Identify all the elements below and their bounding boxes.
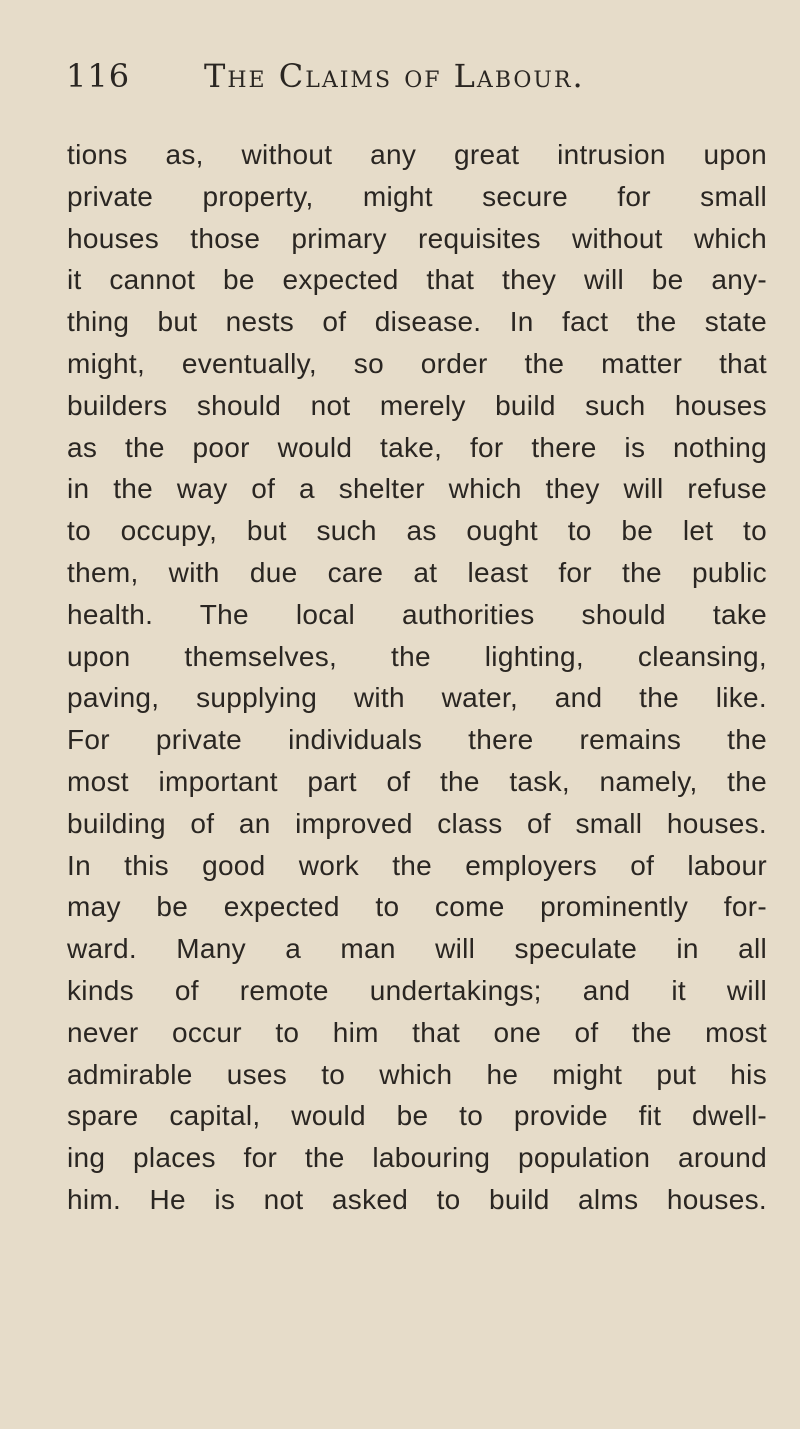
text-line: most important part of the task, namely, the — [67, 765, 767, 797]
text-line: tions as, without any great intrusion upon — [67, 139, 767, 170]
text-line: ing places for the labouring population around — [67, 1142, 767, 1174]
text-line: In this good work the employers of labour — [67, 849, 767, 881]
text-line: to occupy, but such as ought to be let to — [67, 515, 767, 547]
text-line: admirable uses to which he might put his — [67, 1058, 767, 1090]
text-line: spare capital, would be to provide fit dwell- — [67, 1100, 767, 1132]
text-line: health. The local authorities should take — [67, 598, 767, 630]
text-line: it cannot be expected that they will be any- — [67, 264, 767, 296]
body-text — [67, 134, 767, 1221]
text-line: kinds of remote undertakings; and it will — [67, 974, 767, 1006]
text-line: building of an improved class of small houses. — [67, 807, 767, 839]
text-line: private property, might secure for small — [67, 180, 767, 212]
text-line: builders should not merely build such houses — [67, 389, 767, 421]
text-line: paving, supplying with water, and the like. — [67, 682, 767, 714]
text-line: For private individuals there remains the — [67, 724, 767, 756]
text-line: houses those primary requisites without which — [67, 222, 767, 254]
text-line: him. He is not asked to build alms houses. — [67, 1183, 767, 1215]
text-line: thing but nests of disease. In fact the state — [67, 306, 767, 338]
text-line: them, with due care at least for the public — [67, 556, 767, 588]
text-line: upon themselves, the lighting, cleansing, — [67, 640, 767, 672]
page-header — [66, 56, 746, 106]
text-line: may be expected to come prominently for- — [67, 891, 767, 923]
running-head: The Claims of Labour. — [204, 57, 585, 95]
text-line: might, eventually, so order the matter that — [67, 347, 767, 379]
text-line: in the way of a shelter which they will refuse — [67, 473, 767, 505]
text-line: never occur to him that one of the most — [67, 1016, 767, 1048]
text-line: ward. Many a man will speculate in all — [67, 933, 767, 965]
text-line: as the poor would take, for there is nothing — [67, 431, 767, 463]
page-number: 116 — [66, 57, 131, 95]
